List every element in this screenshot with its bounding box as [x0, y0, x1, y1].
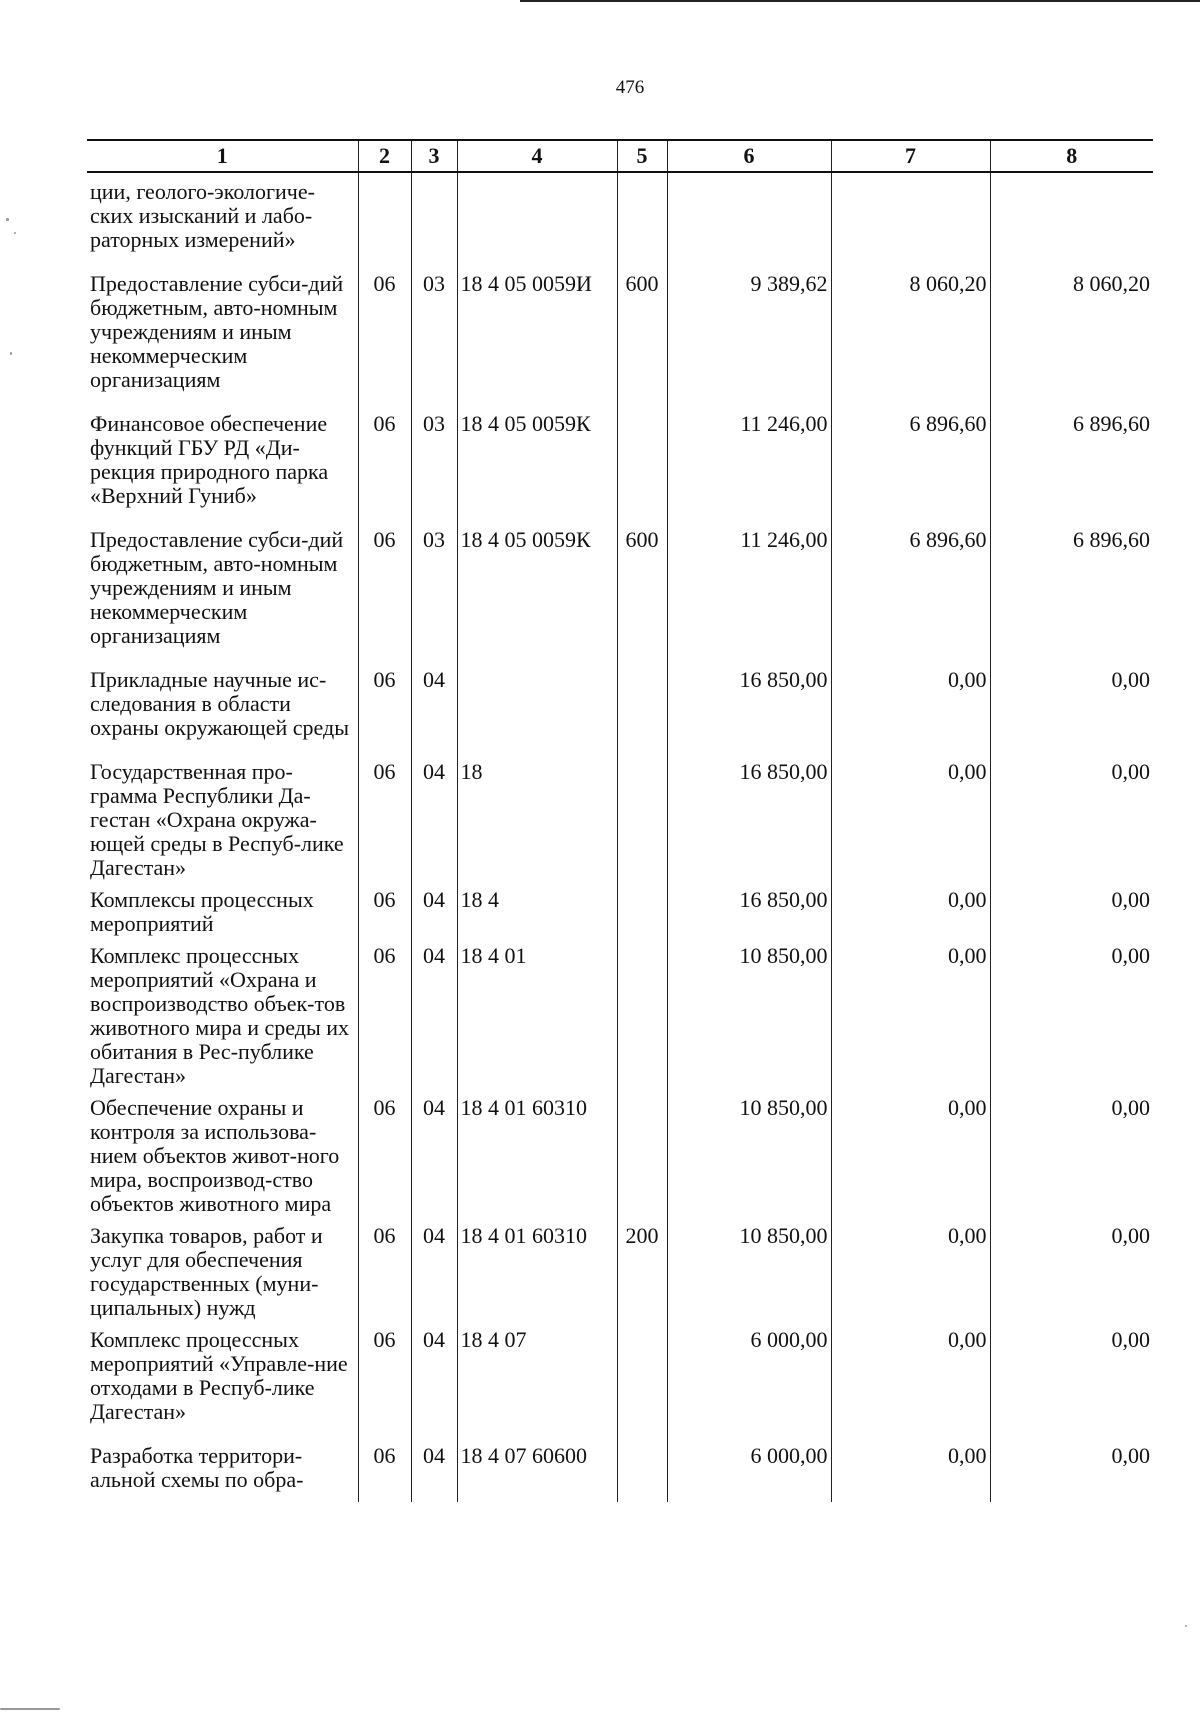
row-target-code	[457, 172, 617, 272]
row-name: Комплексы процессных мероприятий	[90, 887, 314, 936]
row-amount-col6: 6 000,00	[667, 1444, 831, 1502]
row-expense-type	[617, 760, 667, 888]
row-target-code: 18 4	[457, 888, 617, 944]
row-amount-col6	[667, 172, 831, 272]
row-subsection: 03	[411, 272, 457, 412]
row-subsection: 04	[411, 1224, 457, 1328]
row-amount-col6: 11 246,00	[667, 412, 831, 528]
row-section	[358, 172, 411, 272]
scan-speck	[1185, 1625, 1187, 1627]
row-expense-type	[617, 412, 667, 528]
row-amount-col6: 11 246,00	[667, 528, 831, 668]
table-body	[87, 172, 1153, 1502]
row-amount-col7: 0,00	[831, 668, 990, 760]
table-row	[87, 760, 1153, 888]
header-col-1: 1	[87, 140, 358, 172]
row-amount-col6: 16 850,00	[667, 888, 831, 944]
row-amount-col8: 0,00	[990, 668, 1153, 760]
table-row	[87, 1328, 1153, 1444]
row-amount-col8: 0,00	[990, 888, 1153, 944]
row-subsection: 03	[411, 412, 457, 528]
row-section: 06	[358, 1224, 411, 1328]
row-amount-col7: 6 896,60	[831, 412, 990, 528]
scan-speck	[6, 218, 9, 221]
header-col-7: 7	[831, 140, 990, 172]
table-row	[87, 412, 1153, 528]
row-expense-type	[617, 172, 667, 272]
table-row	[87, 944, 1153, 1096]
row-amount-col7	[831, 172, 990, 272]
row-amount-col8: 0,00	[990, 1224, 1153, 1328]
table-row	[87, 888, 1153, 944]
row-amount-col7: 0,00	[831, 1096, 990, 1224]
row-amount-col6: 10 850,00	[667, 944, 831, 1096]
row-section: 06	[358, 1096, 411, 1224]
row-section: 06	[358, 760, 411, 888]
row-target-code: 18 4 05 0059К	[457, 412, 617, 528]
page-number: 476	[615, 77, 645, 98]
row-amount-col7: 0,00	[831, 1224, 990, 1328]
row-name: Предоставление субси-дий бюджетным, авто-номным учреждениям и иным некоммерческим организациям	[90, 527, 344, 648]
row-subsection: 03	[411, 528, 457, 668]
row-target-code: 18	[457, 760, 617, 888]
row-target-code: 18 4 05 0059И	[457, 272, 617, 412]
table-row	[87, 1096, 1153, 1224]
row-name: Обеспечение охраны и контроля за использова-нием объектов живот-ного мира, воспроизвод-ство объектов животного мира	[90, 1095, 340, 1216]
row-target-code	[457, 668, 617, 760]
row-name: Закупка товаров, работ и услуг для обеспечения государственных (муни-ципальных) нужд	[90, 1223, 323, 1320]
header-col-3: 3	[411, 140, 457, 172]
table-row	[87, 172, 1153, 272]
row-section: 06	[358, 1444, 411, 1502]
header-col-5: 5	[617, 140, 667, 172]
row-subsection: 04	[411, 1444, 457, 1502]
row-expense-type	[617, 888, 667, 944]
row-subsection	[411, 172, 457, 272]
row-subsection: 04	[411, 1328, 457, 1444]
row-name: ции, геолого-экологиче-ских изысканий и лабо-раторных измерений»	[90, 179, 315, 252]
row-target-code: 18 4 01	[457, 944, 617, 1096]
row-amount-col7: 0,00	[831, 760, 990, 888]
row-amount-col6: 16 850,00	[667, 760, 831, 888]
row-name: Комплекс процессных мероприятий «Охрана и воспроизводство объек-тов животного мира и среды их обитания в Рес-публике Дагестан»	[90, 943, 350, 1088]
row-amount-col7: 0,00	[831, 888, 990, 944]
row-name: Финансовое обеспечение функций ГБУ РД «Ди-рекция природного парка «Верхний Гуниб»	[90, 411, 329, 508]
row-section: 06	[358, 888, 411, 944]
row-amount-col8: 8 060,20	[990, 272, 1153, 412]
budget-table	[87, 139, 1153, 1502]
row-amount-col8: 6 896,60	[990, 412, 1153, 528]
scan-speck	[14, 232, 16, 234]
row-name: Предоставление субси-дий бюджетным, авто-номным учреждениям и иным некоммерческим организациям	[90, 271, 344, 392]
table-row	[87, 1444, 1153, 1502]
table-row	[87, 668, 1153, 760]
row-expense-type: 600	[617, 528, 667, 668]
row-target-code: 18 4 01 60310	[457, 1224, 617, 1328]
top-edge-rule	[520, 0, 1200, 2]
row-name: Прикладные научные ис-следования в области охраны окружающей среды	[90, 667, 349, 740]
row-expense-type	[617, 1328, 667, 1444]
row-section: 06	[358, 272, 411, 412]
row-name: Разработка территори-альной схемы по обра-	[90, 1443, 304, 1492]
row-section: 06	[358, 528, 411, 668]
header-col-6: 6	[667, 140, 831, 172]
row-target-code: 18 4 01 60310	[457, 1096, 617, 1224]
row-amount-col7: 0,00	[831, 1444, 990, 1502]
row-amount-col7: 0,00	[831, 1328, 990, 1444]
row-section: 06	[358, 668, 411, 760]
header-col-8: 8	[990, 140, 1153, 172]
row-section: 06	[358, 412, 411, 528]
row-target-code: 18 4 07 60600	[457, 1444, 617, 1502]
row-subsection: 04	[411, 888, 457, 944]
row-amount-col7: 6 896,60	[831, 528, 990, 668]
scan-speck	[10, 352, 12, 355]
row-amount-col6: 9 389,62	[667, 272, 831, 412]
header-col-2: 2	[358, 140, 411, 172]
row-amount-col6: 16 850,00	[667, 668, 831, 760]
row-name: Государственная про-грамма Республики Да-гестан «Охрана окружа-ющей среды в Респуб-лике Дагестан»	[90, 759, 344, 880]
row-expense-type	[617, 1096, 667, 1224]
row-amount-col8: 0,00	[990, 1328, 1153, 1444]
row-section: 06	[358, 944, 411, 1096]
row-amount-col8: 0,00	[990, 1444, 1153, 1502]
row-target-code: 18 4 07	[457, 1328, 617, 1444]
row-amount-col6: 10 850,00	[667, 1096, 831, 1224]
header-col-4: 4	[457, 140, 617, 172]
row-amount-col7: 8 060,20	[831, 272, 990, 412]
row-expense-type	[617, 1444, 667, 1502]
row-subsection: 04	[411, 1096, 457, 1224]
table-row	[87, 528, 1153, 668]
row-amount-col6: 10 850,00	[667, 1224, 831, 1328]
row-amount-col6: 6 000,00	[667, 1328, 831, 1444]
row-subsection: 04	[411, 668, 457, 760]
row-amount-col8: 0,00	[990, 760, 1153, 888]
row-amount-col8: 0,00	[990, 1096, 1153, 1224]
row-expense-type: 600	[617, 272, 667, 412]
row-name: Комплекс процессных мероприятий «Управле-ние отходами в Респуб-лике Дагестан»	[90, 1327, 348, 1424]
row-amount-col8: 6 896,60	[990, 528, 1153, 668]
row-amount-col7: 0,00	[831, 944, 990, 1096]
row-target-code: 18 4 05 0059К	[457, 528, 617, 668]
row-subsection: 04	[411, 944, 457, 1096]
row-section: 06	[358, 1328, 411, 1444]
row-expense-type	[617, 944, 667, 1096]
row-amount-col8: 0,00	[990, 944, 1153, 1096]
table-row	[87, 1224, 1153, 1328]
header-row	[87, 140, 1153, 172]
row-subsection: 04	[411, 760, 457, 888]
scan-speck	[0, 1708, 60, 1710]
row-amount-col8	[990, 172, 1153, 272]
table-header	[87, 140, 1153, 172]
row-expense-type	[617, 668, 667, 760]
row-expense-type: 200	[617, 1224, 667, 1328]
table-row	[87, 272, 1153, 412]
